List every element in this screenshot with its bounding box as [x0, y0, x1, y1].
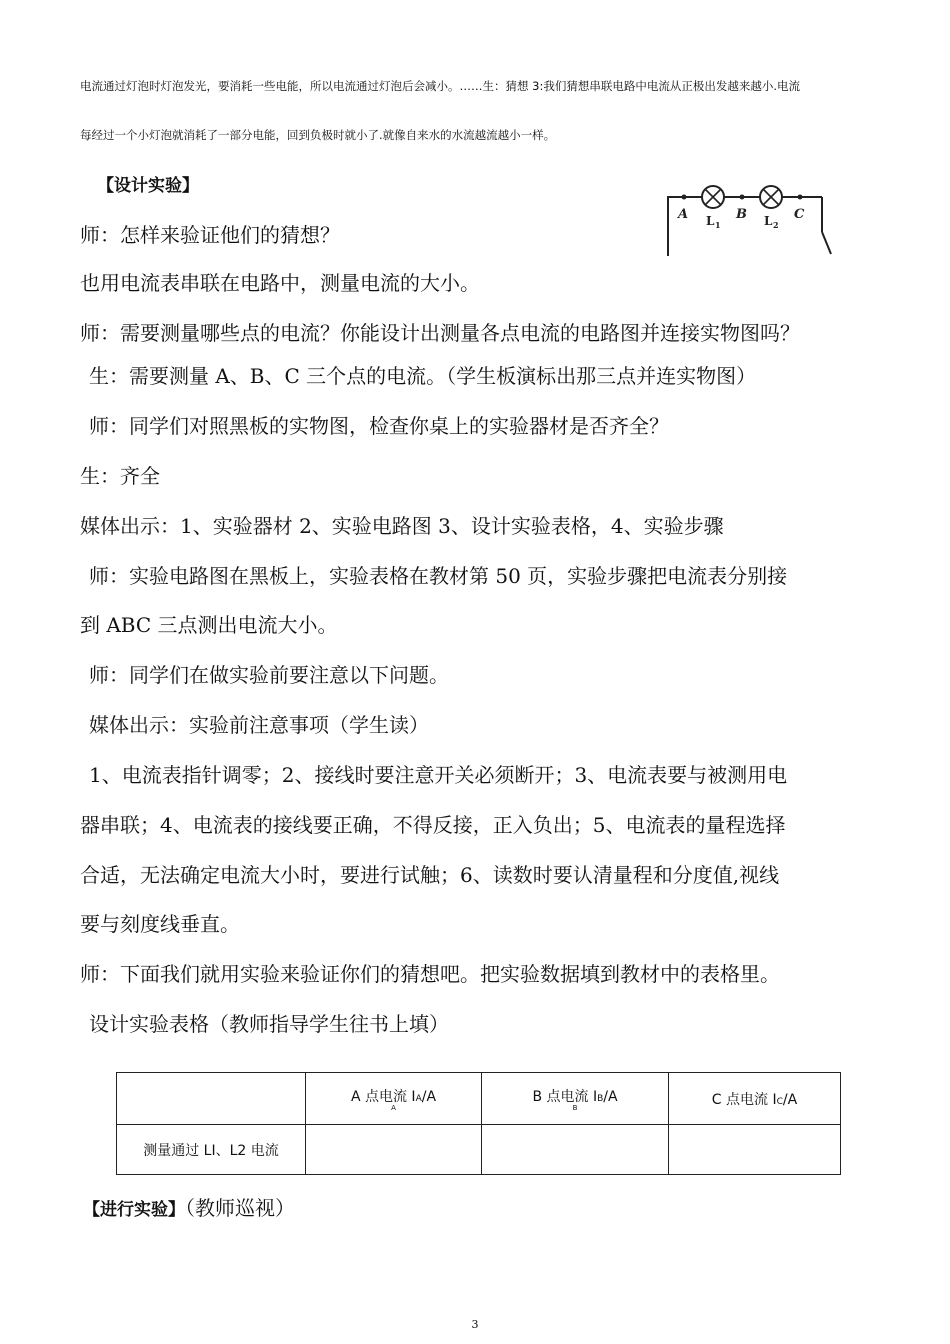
intro-line-1: 电流通过灯泡时灯泡发光，要消耗一些电能，所以电流通过灯泡后会减小。……生：猜想 3:我们猜想串联电路中电流从正极出发越来越小.电流	[80, 79, 800, 93]
label-l1: L	[706, 214, 715, 228]
body-line-8: 师：实验电路图在黑板上，实验表格在教材第 50 页，实验步骤把电流表分别接	[89, 564, 788, 588]
label-l2-sub: 2	[773, 220, 779, 230]
body-line-11: 媒体出示：实验前注意事项（学生读）	[89, 713, 429, 737]
body-line-4: 生：需要测量 A、B、C 三个点的电流。（学生板演标出那三点并连实物图）	[89, 364, 757, 388]
table-header-a: A 点电流 IA/A A	[306, 1073, 482, 1125]
lamp-l1-icon	[702, 186, 724, 208]
label-a: A	[678, 207, 689, 222]
label-c: C	[794, 207, 805, 222]
heading-conduct-note: （教师巡视）	[185, 1196, 295, 1220]
body-line-7: 媒体出示：1、实验器材 2、实验电路图 3、设计实验表格，4、实验步骤	[80, 514, 724, 538]
label-l2: L	[764, 214, 773, 228]
body-line-9: 到 ABC 三点测出电流大小。	[80, 613, 338, 637]
body-line-14: 合适，无法确定电流大小时，要进行试触；6、读数时要认清量程和分度值,视线	[80, 863, 780, 887]
page-number: 3	[471, 1318, 479, 1331]
body-line-13: 器串联；4、电流表的接线要正确，不得反接，正入负出；5、电流表的量程选择	[80, 813, 786, 837]
table-header-b: B 点电流 IB/A B	[482, 1073, 669, 1125]
body-line-16: 师：下面我们就用实验来验证你们的猜想吧。把实验数据填到教材中的表格里。	[80, 962, 780, 986]
node-b	[740, 195, 745, 200]
node-c	[798, 195, 803, 200]
body-line-3: 师：需要测量哪些点的电流？你能设计出测量各点电流的电路图并连接实物图吗？	[80, 321, 800, 345]
experiment-table	[116, 1072, 841, 1175]
table-row-label: 测量通过 LI、L2 电流	[117, 1125, 306, 1175]
heading-design-experiment: 【设计实验】	[97, 176, 199, 196]
table-header-row	[117, 1073, 841, 1125]
body-line-1: 师：怎样来验证他们的猜想？	[80, 223, 340, 247]
intro-line-2: 每经过一个小灯泡就消耗了一部分电能，回到负极时就小了.就像自来水的水流越流越小一样。	[80, 128, 556, 142]
heading-conduct-experiment: 【进行实验】（教师巡视）	[83, 1196, 295, 1220]
circuit-diagram	[664, 180, 839, 260]
label-l1-sub: 1	[715, 220, 721, 230]
node-a	[682, 195, 687, 200]
table-corner-cell	[117, 1073, 306, 1125]
body-line-10: 师：同学们在做实验前要注意以下问题。	[89, 663, 449, 687]
table-header-c: C 点电流 IC/A	[669, 1073, 841, 1125]
body-line-12: 1、电流表指针调零；2、接线时要注意开关必须断开；3、电流表要与被测用电	[89, 763, 788, 787]
table-cell-c[interactable]	[669, 1125, 841, 1175]
body-line-2: 也用电流表串联在电路中，测量电流的大小。	[80, 271, 480, 295]
table-cell-a[interactable]	[306, 1125, 482, 1175]
switch-blade	[822, 232, 831, 254]
body-line-17: 设计实验表格（教师指导学生往书上填）	[89, 1012, 449, 1036]
table-cell-b[interactable]	[482, 1125, 669, 1175]
table-row	[117, 1125, 841, 1175]
body-line-5: 师：同学们对照黑板的实物图，检查你桌上的实验器材是否齐全？	[89, 414, 669, 438]
lamp-l2-icon	[760, 186, 782, 208]
body-line-15: 要与刻度线垂直。	[80, 912, 240, 936]
label-b: B	[736, 207, 747, 222]
body-line-6: 生：齐全	[80, 464, 160, 488]
